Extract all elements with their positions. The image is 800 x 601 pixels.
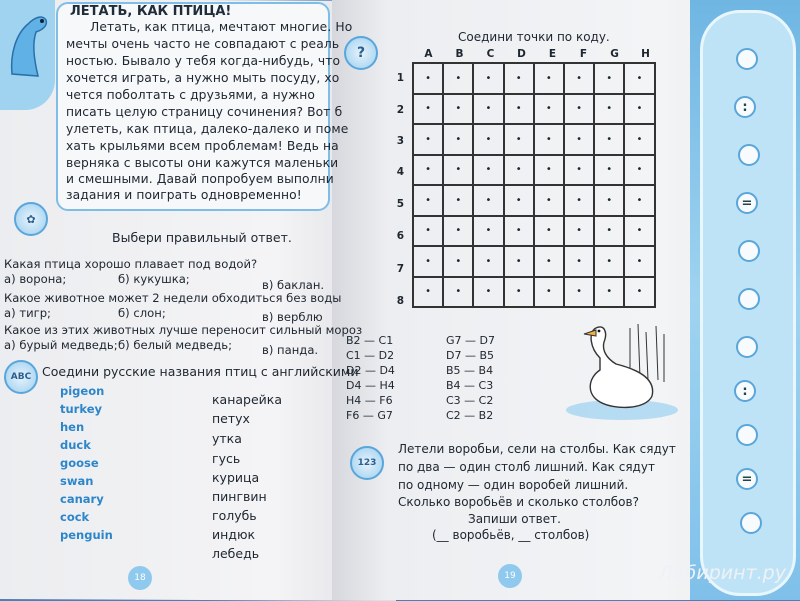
column-label: F xyxy=(579,48,588,60)
grid-cell: • xyxy=(564,185,594,216)
column-label: H xyxy=(641,48,650,60)
grid-cell: • xyxy=(443,94,473,125)
page-number-left: 18 xyxy=(128,566,152,590)
grid-row xyxy=(413,277,655,308)
code-pair: C1 — D2 xyxy=(346,349,395,362)
dot-grid xyxy=(412,62,656,308)
intro-line: писать целую страницу сочинения? Вот б xyxy=(66,105,343,119)
grid-cell: • xyxy=(413,94,443,125)
row-label: 4 xyxy=(396,166,404,178)
grid-cell: • xyxy=(413,216,443,247)
grid-cell: • xyxy=(624,155,654,186)
grid-cell: • xyxy=(534,124,564,155)
row-label: 5 xyxy=(396,198,404,210)
intro-line: задания и поиграть одновременно! xyxy=(66,188,302,202)
side-circle xyxy=(736,336,758,358)
grid-cell: • xyxy=(564,124,594,155)
grid-cell: • xyxy=(564,216,594,247)
quiz-answer: в) верблю xyxy=(262,310,323,324)
grid-cell: • xyxy=(534,216,564,247)
side-circle xyxy=(738,288,760,310)
grid-cell: • xyxy=(594,185,624,216)
grid-cell: • xyxy=(534,155,564,186)
grid-cell: • xyxy=(473,124,503,155)
goose-illustration xyxy=(560,318,680,422)
grid-cell: • xyxy=(504,216,534,247)
sparrows-line: Запиши ответ. xyxy=(468,512,561,526)
column-label: B xyxy=(455,48,464,60)
side-circle xyxy=(738,144,760,166)
intro-line: и смешными. Давай попробуем выполни xyxy=(66,172,334,186)
grid-cell: • xyxy=(443,246,473,277)
dinosaur-icon xyxy=(2,4,54,84)
sparrows-answer: (__ воробьёв, __ столбов) xyxy=(432,528,590,542)
quiz-question-1: Какая птица хорошо плавает под водой? xyxy=(4,257,258,271)
column-label: G xyxy=(610,48,619,60)
side-circle xyxy=(738,240,760,262)
sparrows-line: по два — один столб лишний. Как сядут xyxy=(398,460,655,474)
quiz-answer: а) ворона; xyxy=(4,272,67,286)
quiz-answer: а) бурый медведь; xyxy=(4,338,118,352)
grid-cell: • xyxy=(473,94,503,125)
intro-line: ностью. Бывало у тебя когда-нибудь, что xyxy=(66,54,341,68)
quiz-answer: б) слон; xyxy=(118,306,166,320)
quiz-question-2: Какое животное может 2 недели обходиться без воды xyxy=(4,291,342,305)
side-circle: : xyxy=(734,380,756,402)
grid-cell: • xyxy=(413,246,443,277)
grid-cell: • xyxy=(473,63,503,94)
grid-cell: • xyxy=(534,185,564,216)
row-label: 1 xyxy=(396,72,404,84)
code-pair: D7 — B5 xyxy=(446,349,495,362)
english-word: hen xyxy=(60,420,85,434)
russian-word: пингвин xyxy=(212,489,267,504)
column-label: D xyxy=(517,48,526,60)
grid-cell: • xyxy=(624,246,654,277)
question-icon: ? xyxy=(344,36,378,70)
english-word: pigeon xyxy=(60,384,105,398)
column-label: A xyxy=(424,48,433,60)
side-circle xyxy=(736,424,758,446)
grid-row xyxy=(413,94,655,125)
grid-row xyxy=(413,124,655,155)
birds-heading: Соедини русские названия птиц с английскими xyxy=(42,364,359,379)
row-label: 2 xyxy=(396,104,404,116)
grid-cell: • xyxy=(594,246,624,277)
grid-cell: • xyxy=(594,124,624,155)
english-word: turkey xyxy=(60,402,102,416)
code-pair: C3 — C2 xyxy=(446,394,494,407)
grid-cell: • xyxy=(473,155,503,186)
grid-cell: • xyxy=(504,185,534,216)
english-word: duck xyxy=(60,438,91,452)
quiz-answer: в) баклан. xyxy=(262,278,325,292)
code-pair: H4 — F6 xyxy=(346,394,393,407)
grid-cell: • xyxy=(413,277,443,308)
grid-cell: • xyxy=(413,63,443,94)
code-pair: B5 — B4 xyxy=(446,364,494,377)
grid-cell: • xyxy=(504,246,534,277)
intro-line: Летать, как птица, мечтают многие. Но xyxy=(90,20,353,34)
grid-cell: • xyxy=(473,185,503,216)
english-word: swan xyxy=(60,474,94,488)
grid-row xyxy=(413,246,655,277)
intro-line: хать крыльями всем проблемам! Ведь на xyxy=(66,139,339,153)
quiz-heading: Выбери правильный ответ. xyxy=(112,230,292,245)
grid-cell: • xyxy=(534,94,564,125)
grid-cell: • xyxy=(624,63,654,94)
grid-row xyxy=(413,216,655,247)
grid-cell: • xyxy=(594,94,624,125)
russian-word: утка xyxy=(212,431,242,446)
side-circle xyxy=(740,512,762,534)
code-pair: B2 — C1 xyxy=(346,334,394,347)
english-word: canary xyxy=(60,492,104,506)
code-pair: D4 — H4 xyxy=(346,379,395,392)
grid-cell: • xyxy=(473,246,503,277)
code-pair: F6 — G7 xyxy=(346,409,393,422)
grid-cell: • xyxy=(443,216,473,247)
code-pair: C2 — B2 xyxy=(446,409,494,422)
abc-icon: ABC xyxy=(4,360,38,394)
english-word: cock xyxy=(60,510,90,524)
row-label: 3 xyxy=(396,135,404,147)
intro-line: чется поболтать с друзьями, а нужно xyxy=(66,88,316,102)
grid-cell: • xyxy=(594,63,624,94)
grid-cell: • xyxy=(504,277,534,308)
grid-cell: • xyxy=(534,246,564,277)
watermark-logo: Лабиринт.ру xyxy=(658,562,786,584)
grid-cell: • xyxy=(564,155,594,186)
grid-cell: • xyxy=(413,124,443,155)
side-circle: = xyxy=(736,192,758,214)
grid-cell: • xyxy=(624,94,654,125)
intro-title: ЛЕТАТЬ, КАК ПТИЦА! xyxy=(70,4,232,19)
grid-cell: • xyxy=(443,63,473,94)
grid-cell: • xyxy=(443,155,473,186)
grid-row xyxy=(413,155,655,186)
column-label: C xyxy=(486,48,495,60)
grid-cell: • xyxy=(564,63,594,94)
grid-cell: • xyxy=(594,155,624,186)
russian-word: индюк xyxy=(212,527,256,542)
grid-cell: • xyxy=(504,94,534,125)
grid-cell: • xyxy=(473,216,503,247)
side-circle xyxy=(736,48,758,70)
page-number-right: 19 xyxy=(498,564,522,588)
code-pair: D2 — D4 xyxy=(346,364,395,377)
grid-cell: • xyxy=(504,124,534,155)
grid-cell: • xyxy=(564,246,594,277)
quiz-answer: б) кукушка; xyxy=(118,272,190,286)
intro-line: улететь, как птица, далеко-далеко и поме xyxy=(66,122,349,136)
grid-cell: • xyxy=(413,155,443,186)
column-label: E xyxy=(548,48,557,60)
grid-cell: • xyxy=(624,124,654,155)
english-word: goose xyxy=(60,456,99,470)
grid-cell: • xyxy=(594,216,624,247)
row-label: 8 xyxy=(396,295,404,307)
intro-line: хочется играть, а нужно мыть посуду, хо xyxy=(66,71,340,85)
side-circle: = xyxy=(736,468,758,490)
sparrows-line: Летели воробьи, сели на столбы. Как сядут xyxy=(398,442,676,456)
row-label: 7 xyxy=(396,263,404,275)
grid-cell: • xyxy=(534,277,564,308)
russian-word: петух xyxy=(212,411,250,426)
grid-cell: • xyxy=(564,277,594,308)
grid-cell: • xyxy=(594,277,624,308)
russian-word: курица xyxy=(212,470,260,485)
dots-heading: Соедини точки по коду. xyxy=(458,30,610,44)
code-pair: G7 — D7 xyxy=(446,334,495,347)
grid-cell: • xyxy=(443,185,473,216)
intro-line: мечты очень часто не совпадают с реаль xyxy=(66,37,340,51)
russian-word: канарейка xyxy=(212,392,283,407)
grid-cell: • xyxy=(443,124,473,155)
sparrows-line: Сколько воробьёв и сколько столбов? xyxy=(398,495,639,509)
code-pair: B4 — C3 xyxy=(446,379,494,392)
quiz-answer: в) панда. xyxy=(262,343,319,357)
sparrows-line: по одному — один воробей лишний. xyxy=(398,478,629,492)
russian-word: лебедь xyxy=(212,546,260,561)
quiz-answer: б) белый медведь; xyxy=(118,338,233,352)
grid-cell: • xyxy=(504,155,534,186)
grid-row xyxy=(413,185,655,216)
grid-cell: • xyxy=(624,277,654,308)
grid-row xyxy=(413,63,655,94)
english-word: penguin xyxy=(60,528,113,542)
row-label: 6 xyxy=(396,230,404,242)
russian-word: голубь xyxy=(212,508,257,523)
flower-icon: ✿ xyxy=(14,202,48,236)
intro-line: верняка с высоты они кажутся маленьки xyxy=(66,156,339,170)
grid-cell: • xyxy=(624,185,654,216)
quiz-question-3: Какое из этих животных лучше переносит сильный мороз xyxy=(4,323,363,337)
grid-cell: • xyxy=(413,185,443,216)
grid-cell: • xyxy=(624,216,654,247)
grid-cell: • xyxy=(564,94,594,125)
grid-cell: • xyxy=(504,63,534,94)
grid-cell: • xyxy=(443,277,473,308)
russian-word: гусь xyxy=(212,451,241,466)
side-circle: : xyxy=(734,96,756,118)
grid-cell: • xyxy=(534,63,564,94)
numbers-icon: 123 xyxy=(350,446,384,480)
quiz-answer: а) тигр; xyxy=(4,306,51,320)
grid-cell: • xyxy=(473,277,503,308)
